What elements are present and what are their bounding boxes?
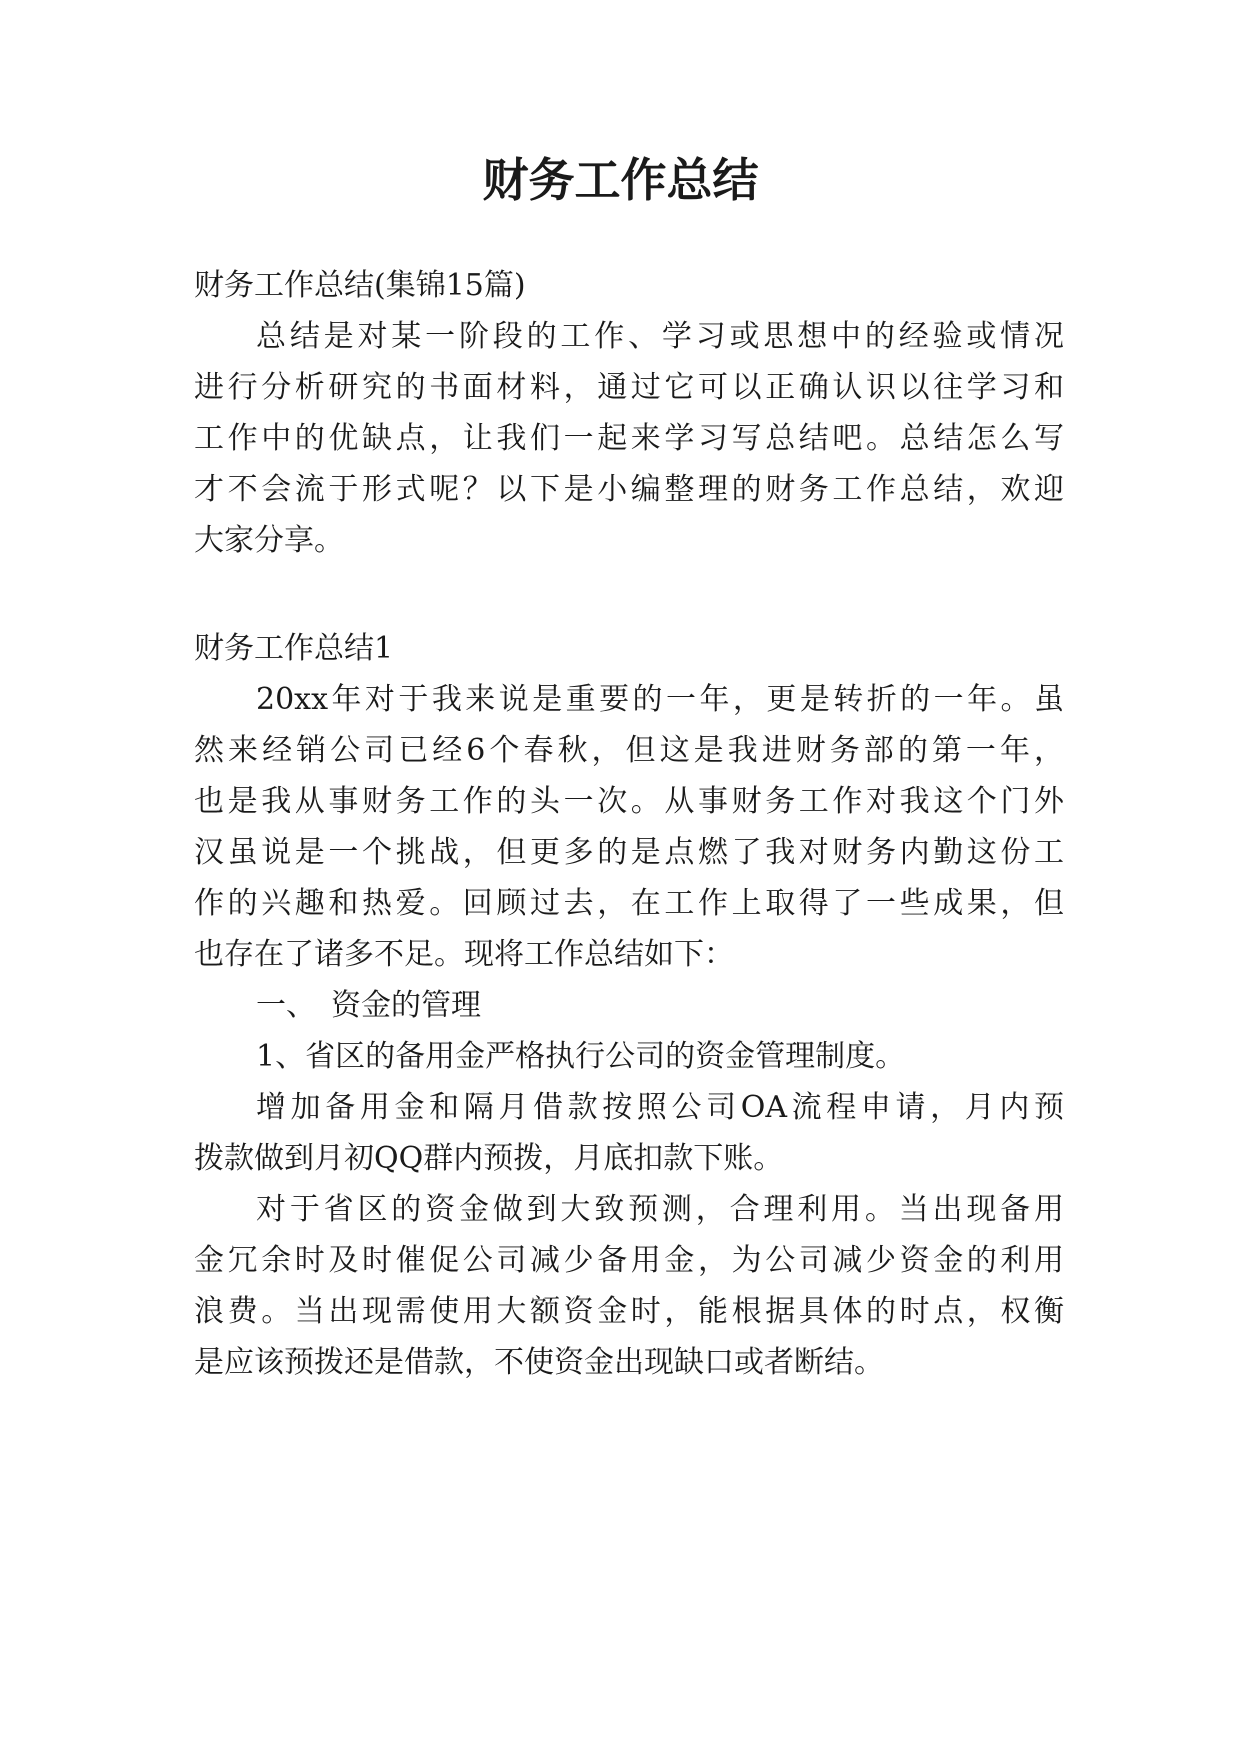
paragraph-line: 作的兴趣和热爱。回顾过去，在工作上取得了一些成果，但	[194, 886, 1064, 921]
item-detail-line: 是应该预拨还是借款，不使资金出现缺口或者断结。	[194, 1345, 884, 1380]
subtitle: 财务工作总结(集锦15篇)	[194, 268, 526, 303]
intro-line: 进行分析研究的书面材料，通过它可以正确认识以往学习和	[194, 370, 1064, 405]
document-title: 财务工作总结	[482, 153, 759, 207]
item-heading: 一、 资金的管理	[256, 988, 481, 1023]
intro-line: 总结是对某一阶段的工作、学习或思想中的经验或情况	[256, 319, 1064, 354]
item-detail-line: 增加备用金和隔月借款按照公司OA流程申请，月内预	[256, 1090, 1064, 1125]
item-detail-line: 对于省区的资金做到大致预测，合理利用。当出现备用	[256, 1192, 1064, 1227]
paragraph-line: 也存在了诸多不足。现将工作总结如下：	[194, 937, 734, 972]
section-heading: 财务工作总结1	[194, 631, 394, 666]
intro-line: 工作中的优缺点，让我们一起来学习写总结吧。总结怎么写	[194, 421, 1064, 456]
item-detail-line: 金冗余时及时催促公司减少备用金，为公司减少资金的利用	[194, 1243, 1064, 1278]
item-detail-line: 拨款做到月初QQ群内预拨，月底扣款下账。	[194, 1141, 784, 1176]
paragraph-line: 汉虽说是一个挑战，但更多的是点燃了我对财务内勤这份工	[194, 835, 1064, 870]
intro-line: 大家分享。	[194, 523, 344, 558]
item-line: 1、省区的备用金严格执行公司的资金管理制度。	[256, 1039, 906, 1074]
intro-line: 才不会流于形式呢？以下是小编整理的财务工作总结，欢迎	[194, 472, 1064, 507]
paragraph-line: 也是我从事财务工作的头一次。从事财务工作对我这个门外	[194, 784, 1064, 819]
paragraph-line: 然来经销公司已经6个春秋，但这是我进财务部的第一年，	[194, 733, 1064, 768]
paragraph-line: 20xx年对于我来说是重要的一年，更是转折的一年。虽	[256, 682, 1064, 717]
item-detail-line: 浪费。当出现需使用大额资金时，能根据具体的时点，权衡	[194, 1294, 1064, 1329]
